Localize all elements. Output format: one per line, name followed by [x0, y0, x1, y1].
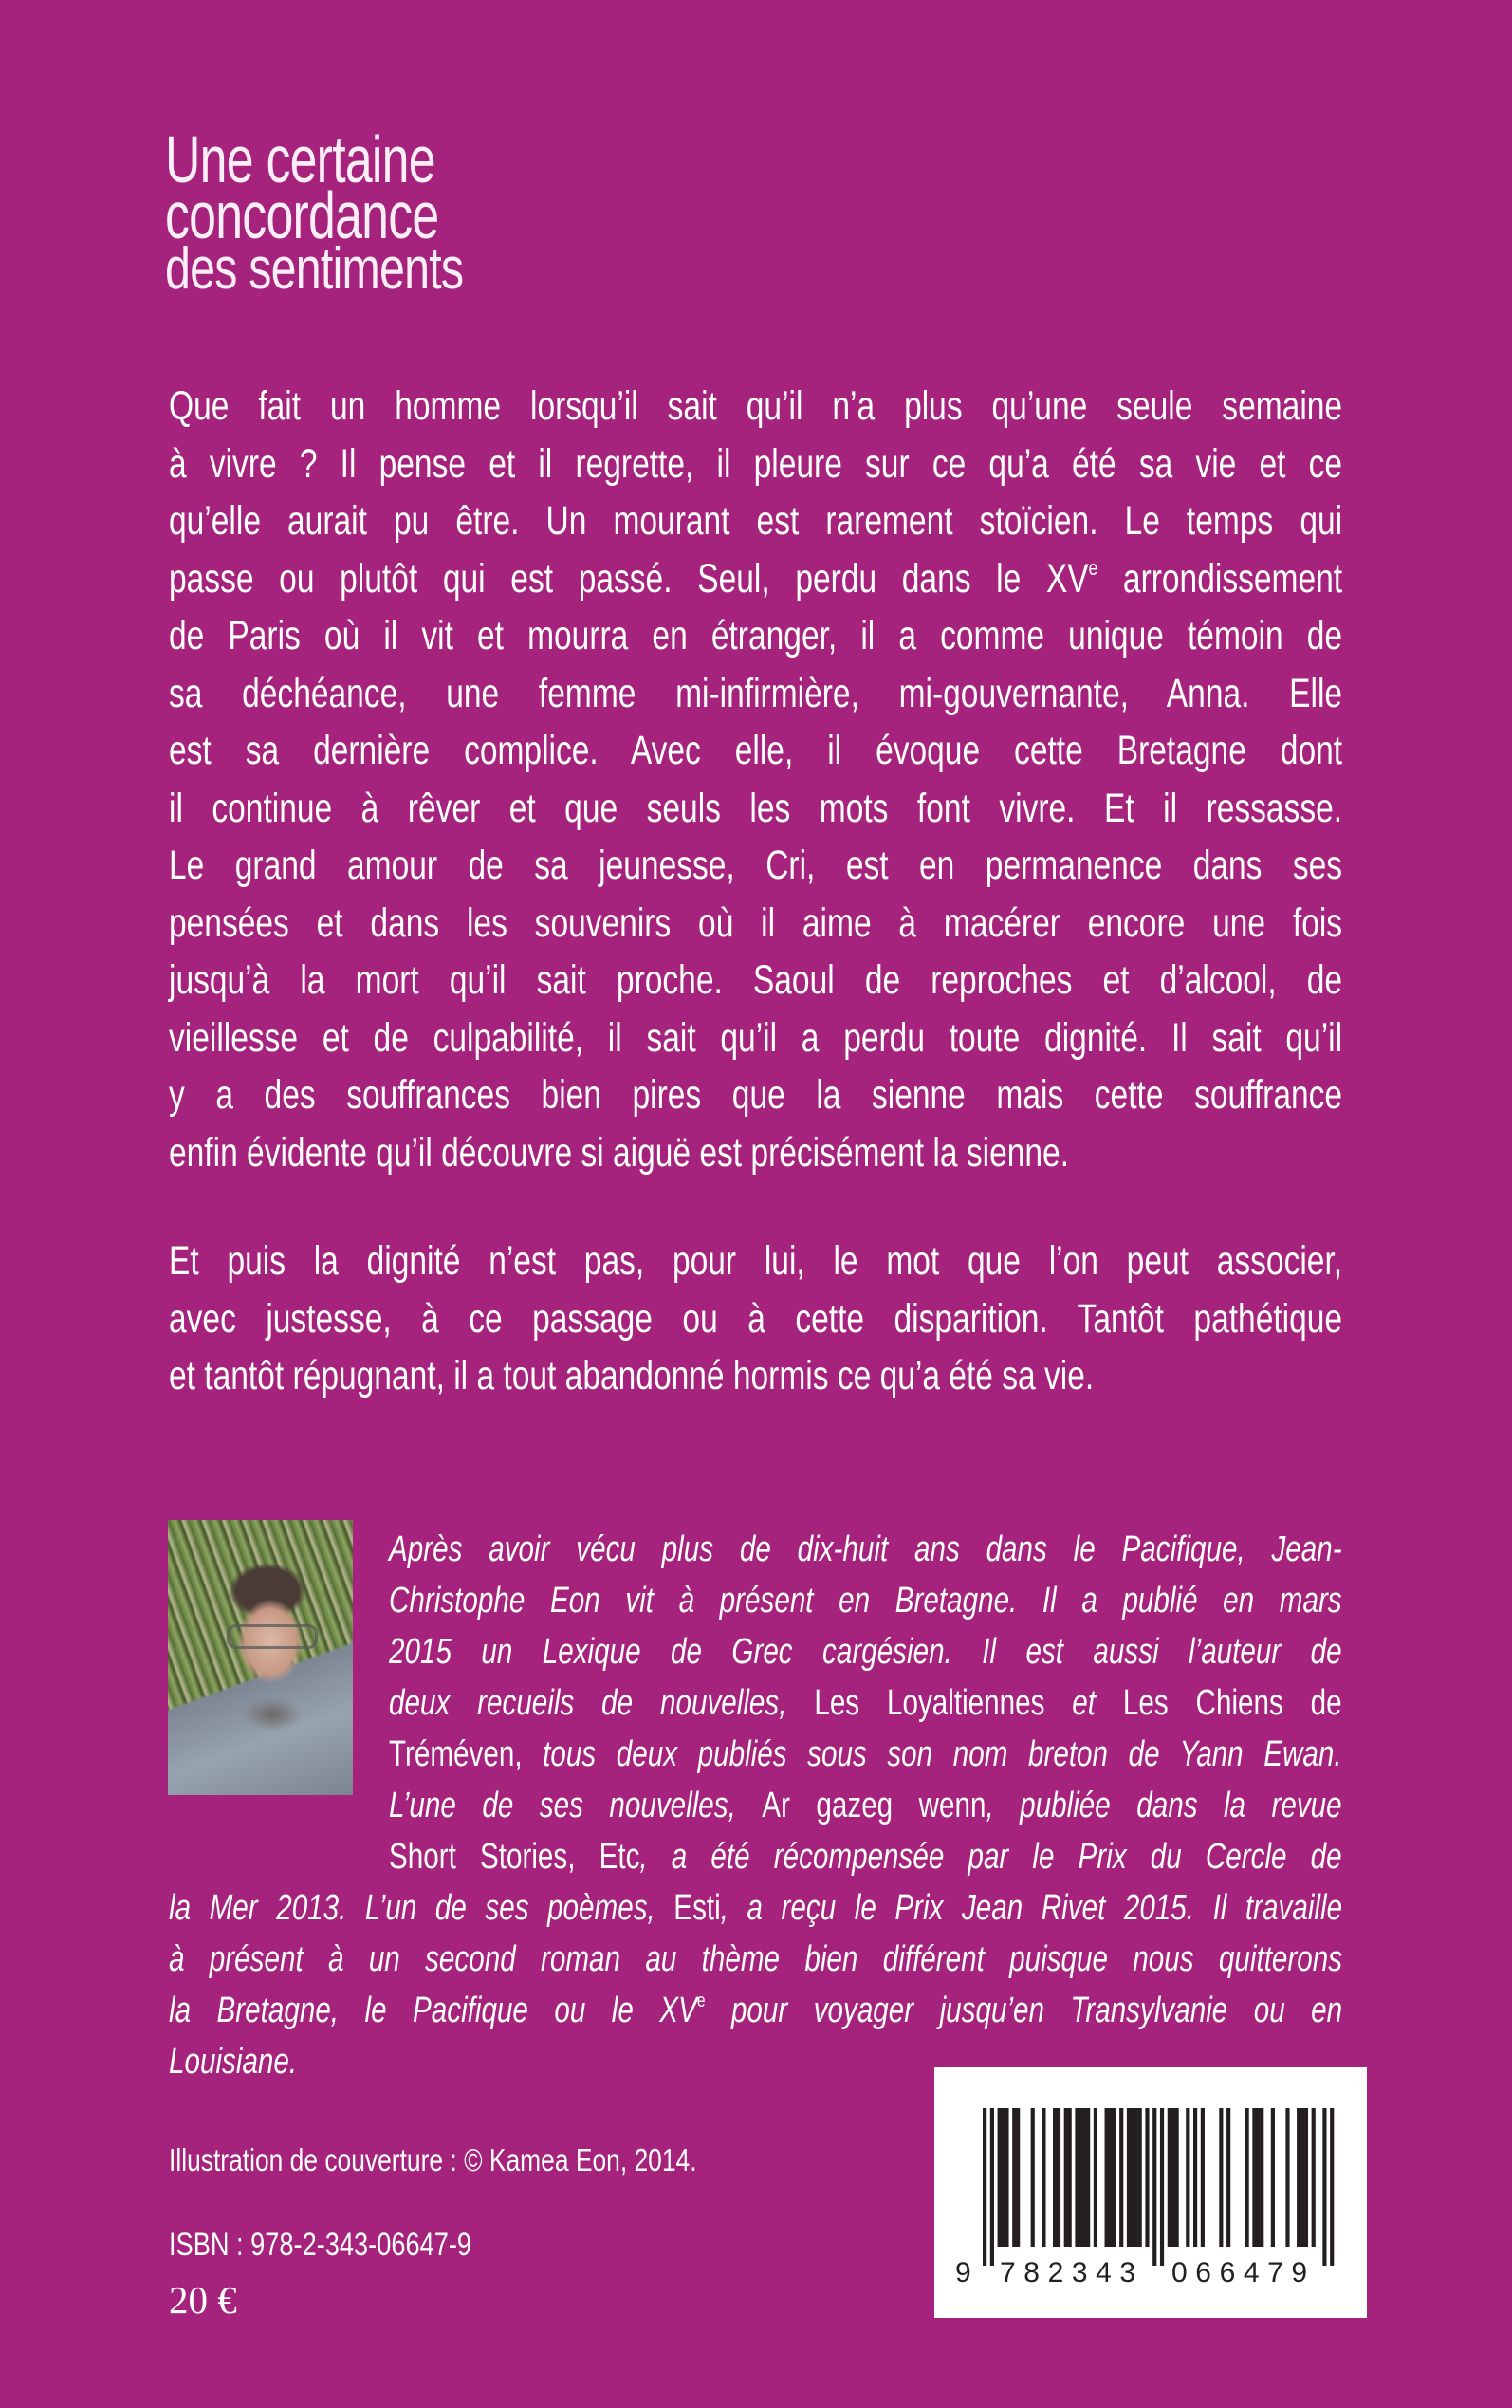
bio-line [389, 1524, 1342, 1575]
bio-text: à présent à un second roman au thème bien différent puisque nous quitterons [169, 1939, 1343, 1979]
book-title-line-2: concordance [165, 178, 439, 252]
bio-line [389, 1677, 1342, 1729]
synopsis-line: de Paris où il vit et mourra en étranger, il a comme unique témoin de [169, 613, 1343, 658]
synopsis-line: pensées et dans les souvenirs où il aime à macérer encore une fois [169, 899, 1343, 946]
superscript: e [1088, 555, 1098, 580]
barcode-digits: 782343 [1000, 2257, 1144, 2288]
synopsis-line: et tantôt répugnant, il a tout abandonné hormis ce qu’a été sa vie. [169, 1353, 1095, 1398]
superscript: e [696, 1991, 706, 2011]
synopsis-line: Que fait un homme lorsqu’il sait qu’il n’a plus qu’une seule semaine [169, 383, 1343, 429]
synopsis-line: à vivre ? Il pense et il regrette, il pleure sur ce qu’a été sa vie et ce [169, 440, 1343, 487]
bio-title-text: Esti [673, 1888, 721, 1928]
bio-text: deux recueils de nouvelles, [389, 1683, 815, 1723]
synopsis-line: est sa dernière complice. Avec elle, il évoque cette Bretagne dont [169, 728, 1343, 773]
synopsis-line: Et puis la dignité n’est pas, pour lui, le mot que l’on peut associer, [169, 1238, 1343, 1284]
bio-text: la Bretagne, le Pacifique ou le XV [169, 1991, 697, 2030]
isbn-label: ISBN : 978-2-343-06647-9 [169, 2227, 472, 2263]
barcode-bars [934, 2067, 1367, 2318]
bio-text: Louisiane. [169, 2042, 298, 2082]
barcode-digits: 9 [955, 2257, 971, 2288]
bio-line [169, 1934, 1342, 1985]
synopsis-paragraph-1 [169, 378, 1342, 1181]
synopsis-line: qu’elle aurait pu être. Un mourant est rarement stoïcien. Le temps qui [169, 498, 1343, 544]
bio-title-text: Short Stories, Etc [389, 1837, 640, 1877]
synopsis-line: y a des souffrances bien pires que la sienne mais cette souffrance [169, 1072, 1343, 1118]
synopsis-line: enfin évidente qu’il découvre si aiguë est précisément la sienne. [169, 1129, 1070, 1176]
illustration-credit: Illustration de couverture : © Kamea Eon, 2014. [169, 2142, 697, 2177]
synopsis-line: sa déchéance, une femme mi-infirmière, mi-gouvernante, Anna. Elle [169, 670, 1343, 716]
bio-line [389, 1831, 1342, 1882]
synopsis-line: vieillesse et de culpabilité, il sait qu’il a perdu toute dignité. Il sait qu’il [169, 1014, 1343, 1061]
author-photo [168, 1520, 353, 1795]
bio-title-text: Ar gazeg wenn [762, 1786, 986, 1825]
bio-text: , a reçu le Prix Jean Rivet 2015. Il travaille [720, 1888, 1343, 1928]
bio-line [389, 1626, 1342, 1677]
barcode [934, 2067, 1367, 2318]
bio-title-text: Les Loyaltiennes [814, 1683, 1073, 1723]
price-label: 20 € [169, 2278, 237, 2322]
book-title-line-1: Une certaine [165, 122, 435, 196]
bio-line [389, 1780, 1342, 1831]
bio-text: 2015 un Lexique de Grec cargésien. Il est aussi l’auteur de [389, 1632, 1342, 1672]
bio-line [169, 1882, 1342, 1934]
synopsis-line: passe ou plutôt qui est passé. Seul, perdu dans le XVe arrondissement [169, 555, 1343, 602]
book-title-line-3: des sentiments [165, 236, 464, 302]
synopsis-line: Le grand amour de sa jeunesse, Cri, est en permanence dans ses [169, 843, 1343, 888]
bio-text: , publiée dans la revue [986, 1786, 1342, 1825]
glasses-detail [227, 1624, 318, 1649]
bio-line [389, 1575, 1342, 1626]
bio-text: , a été récompensée par le Prix du Cercle de [639, 1837, 1342, 1877]
bio-title-text: Tréméven, [389, 1734, 544, 1774]
synopsis-paragraph-2 [169, 1232, 1342, 1405]
bio-text: L’une de ses nouvelles, [389, 1786, 763, 1825]
bio-text: pour voyager jusqu’en Transylvanie ou en [705, 1991, 1343, 2030]
bio-text: la Mer 2013. L’un de ses poèmes, [169, 1888, 674, 1928]
bio-text: Christophe Eon vit à présent en Bretagne. Il a publié en mars [389, 1581, 1342, 1621]
bio-text: et [1072, 1683, 1123, 1723]
synopsis-line: avec justesse, à ce passage ou à cette disparition. Tantôt pathétique [169, 1295, 1343, 1342]
bio-text: Après avoir vécu plus de dix-huit ans dans le Pacifique, Jean- [389, 1529, 1342, 1569]
barcode-digits: 066479 [1171, 2257, 1316, 2288]
bio-line [169, 1985, 1342, 2036]
synopsis-line: jusqu’à la mort qu’il sait proche. Saoul de reproches et d’alcool, de [169, 957, 1343, 1003]
bio-text: tous deux publiés sous son nom breton de Yann Ewan. [543, 1734, 1342, 1774]
bio-title-text: Les Chiens de [1122, 1683, 1342, 1723]
synopsis-line: il continue à rêver et que seuls les mots font vivre. Et il ressasse. [169, 785, 1343, 831]
bio-line [389, 1729, 1342, 1780]
